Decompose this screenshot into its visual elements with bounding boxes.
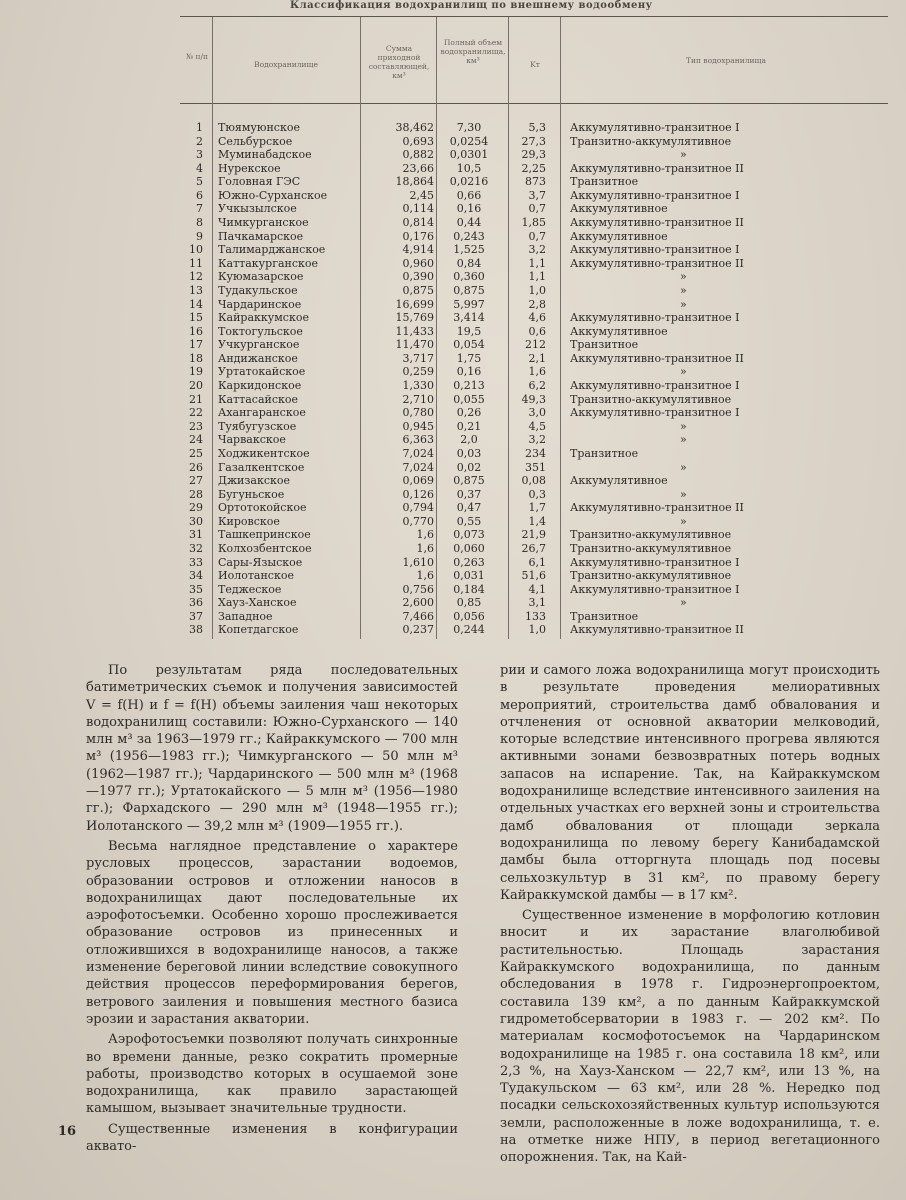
table-cell-no: 21 (189, 392, 203, 406)
text-column-left (86, 662, 458, 1155)
table-cell-no: 29 (189, 501, 203, 515)
table-cell-t: Аккумулятивное (570, 474, 668, 488)
table-cell-no: 13 (189, 283, 203, 297)
table-cell-t: Аккумулятивно-транзитное II (570, 161, 744, 175)
table-row (180, 136, 888, 148)
table-cell-t: Аккумулятивно-транзитное I (570, 406, 740, 420)
table-cell-k: 1,4 (528, 514, 546, 528)
table-cell-k: 49,3 (521, 392, 546, 406)
table-cell-v: 5,997 (453, 297, 485, 311)
table-cell-k: 1,7 (528, 501, 546, 515)
table-cell-v: 0,875 (453, 283, 485, 297)
table-cell-no: 7 (196, 202, 203, 216)
table-cell-no: 35 (189, 582, 203, 596)
table-cell-k: 3,1 (528, 596, 546, 610)
table-cell-k: 3,2 (528, 243, 546, 257)
table-cell-v: 0,44 (456, 216, 482, 230)
table-cell-t: Аккумулятивно-транзитное I (570, 379, 740, 393)
table-cell-s: 15,769 (395, 311, 434, 325)
table-cell-k: 873 (525, 175, 546, 189)
table-cell-name: Нурекское (218, 161, 281, 175)
table-cell-v: 0,060 (453, 541, 485, 555)
table-cell-k: 1,1 (528, 256, 546, 270)
table-cell-t: Аккумулятивно-транзитное II (570, 216, 744, 230)
table-cell-t: Аккумулятивно-транзитное II (570, 501, 744, 515)
table-cell-s: 11,433 (395, 324, 434, 338)
table-cell-s: 0,259 (402, 365, 434, 379)
table-cell-no: 6 (196, 188, 203, 202)
table-cell-name: Сельбурское (218, 134, 293, 148)
table-cell-t: Транзитно-аккумулятивное (570, 528, 732, 542)
table-cell-name: Кировское (218, 514, 280, 528)
table-cell-k: 6,2 (528, 379, 546, 393)
table-cell-no: 23 (189, 419, 203, 433)
paragraph: Весьма наглядное представление о характере русловых процессов, зарастании водоемов, образовании островов и отложении наносов в водохранилищах дают последовательные их аэрофотосъемки. Особенно хорошо прослеживается образование островов из принесенных и отложившихся в водохранилище наносов, а также изменение береговой линии вследствие совокупного действия процессов переформирования берегов, ветрового заиления и повышения местного базиса эрозии и зарастания акватории. (86, 838, 458, 1027)
table-cell-k: 1,1 (528, 270, 546, 284)
table-cell-v: 1,75 (456, 351, 482, 365)
table-cell-name: Токтогульское (218, 324, 303, 338)
table-cell-no: 9 (196, 229, 203, 243)
table-cell-no: 11 (189, 256, 203, 270)
table-cell-no: 18 (189, 351, 203, 365)
table-cell-v: 19,5 (456, 324, 482, 338)
table-cell-s: 0,126 (402, 487, 434, 501)
header-volume: Полный объем водохранилища, км³ (440, 38, 506, 65)
table-cell-t: » (680, 433, 687, 447)
table-cell-no: 2 (196, 134, 203, 148)
table-cell-v: 0,85 (456, 596, 482, 610)
table-row (180, 462, 888, 474)
table-cell-v: 0,244 (453, 623, 485, 637)
table-row (180, 190, 888, 202)
table-row (180, 244, 888, 256)
table-cell-name: Ортотокойское (218, 501, 307, 515)
table-cell-v: 0,073 (453, 528, 485, 542)
table-cell-name: Головная ГЭС (218, 175, 301, 189)
table-cell-no: 1 (196, 121, 203, 134)
table-cell-t: » (680, 514, 687, 528)
table-cell-t: » (680, 419, 687, 433)
table-cell-no: 36 (189, 596, 203, 610)
table-cell-name: Талимарджанское (218, 243, 326, 257)
table-cell-k: 2,1 (528, 351, 546, 365)
table-cell-name: Бугуньское (218, 487, 285, 501)
table-cell-v: 0,16 (456, 202, 482, 216)
table-row (180, 231, 888, 243)
text-column-right (500, 662, 880, 1167)
table-cell-s: 0,390 (402, 270, 434, 284)
table-cell-v: 0,055 (453, 392, 485, 406)
table-cell-k: 0,7 (528, 229, 546, 243)
table-cell-no: 33 (189, 555, 203, 569)
table-cell-v: 0,0301 (449, 148, 489, 162)
table-row (180, 448, 888, 460)
table-cell-k: 133 (525, 609, 546, 623)
table-cell-no: 22 (189, 406, 203, 420)
table-cell-t: Транзитное (570, 446, 639, 460)
table-cell-k: 3,0 (528, 406, 546, 420)
table-cell-t: » (680, 487, 687, 501)
table-cell-t: Транзитно-аккумулятивное (570, 134, 732, 148)
table-cell-name: Западное (218, 609, 273, 623)
table-row (180, 339, 888, 351)
table-cell-v: 0,16 (456, 365, 482, 379)
table-cell-k: 1,0 (528, 283, 546, 297)
table-cell-s: 1,6 (416, 541, 434, 555)
table-cell-no: 14 (189, 297, 203, 311)
table-cell-k: 6,1 (528, 555, 546, 569)
table-cell-no: 30 (189, 514, 203, 528)
table-row (180, 217, 888, 229)
table-cell-no: 3 (196, 148, 203, 162)
table-cell-no: 31 (189, 528, 203, 542)
table-row (180, 557, 888, 569)
table-title: Классификация водохранилищ по внешнему водообмену (290, 0, 653, 11)
table-cell-v: 0,03 (456, 446, 482, 460)
table-header-rule (180, 103, 888, 104)
table-cell-t: Транзитно-аккумулятивное (570, 392, 732, 406)
table-row (180, 475, 888, 487)
table-cell-k: 1,85 (521, 216, 546, 230)
header-inflow: Сумма приходной составляющей, км³ (368, 44, 430, 80)
table-cell-name: Кайраккумское (218, 311, 309, 325)
table-cell-no: 34 (189, 569, 203, 583)
table-cell-t: » (680, 460, 687, 474)
table-cell-s: 7,024 (402, 446, 434, 460)
table-cell-s: 7,024 (402, 460, 434, 474)
table-cell-k: 0,7 (528, 202, 546, 216)
table-cell-v: 0,21 (456, 419, 482, 433)
header-k: Kт (530, 60, 540, 69)
table-row (180, 163, 888, 175)
paragraph: рии и самого ложа водохранилища могут происходить в результате проведения мелиоративных мероприятий, строительства дамб обвалования и отчленения от основной акватории мелководий, которые вследствие интенсивного прогрева являются активными зонами безвозвратных потерь водных запасов на испарение. Так, на Кайраккумском водохранилище вследствие интенсивного заиления на отдельных участках его верхней зоны и строительства дамб обвалования от площади зеркала водохранилища по левому берегу Канибадамской дамбы была отторгнута площадь под посевы сельхозкультур в 31 км², по правому берегу Кайраккумской дамбы — в 17 км². (500, 663, 880, 903)
table-cell-name: Ахангаранское (218, 406, 306, 420)
table-cell-t: Транзитно-аккумулятивное (570, 569, 732, 583)
table-row (180, 285, 888, 297)
table-cell-k: 4,6 (528, 311, 546, 325)
table-cell-s: 7,466 (402, 609, 434, 623)
table-cell-s: 6,363 (402, 433, 434, 447)
table-cell-name: Сары-Языское (218, 555, 303, 569)
table-cell-k: 212 (525, 338, 546, 352)
table-cell-name: Каттакурганское (218, 256, 319, 270)
table-cell-k: 0,08 (521, 474, 546, 488)
table-cell-s: 16,699 (395, 297, 434, 311)
table-cell-t: Аккумулятивно-транзитное I (570, 311, 740, 325)
table-cell-k: 351 (525, 460, 546, 474)
table-cell-t: Транзитное (570, 338, 639, 352)
table-cell-name: Учкурганское (218, 338, 300, 352)
table-row (180, 597, 888, 609)
table-cell-no: 32 (189, 541, 203, 555)
table-cell-t: Аккумулятивное (570, 202, 668, 216)
table-cell-name: Джизакское (218, 474, 290, 488)
table-cell-t: Аккумулятивно-транзитное II (570, 623, 744, 637)
table-cell-t: » (680, 596, 687, 610)
header-no: № п/п (185, 52, 208, 61)
table-cell-no: 26 (189, 460, 203, 474)
header-type: Тип водохранилища (686, 56, 766, 65)
table-cell-no: 28 (189, 487, 203, 501)
table-cell-s: 0,237 (402, 623, 434, 637)
table-cell-name: Иолотанское (218, 569, 294, 583)
table-cell-v: 0,360 (453, 270, 485, 284)
table-cell-k: 2,25 (521, 161, 546, 175)
table-cell-v: 0,84 (456, 256, 482, 270)
table-cell-v: 0,184 (453, 582, 485, 596)
table-cell-k: 29,3 (521, 148, 546, 162)
table-cell-v: 0,031 (453, 569, 485, 583)
table-cell-t: Аккумулятивное (570, 324, 668, 338)
paragraph: По результатам ряда последовательных батиметрических съемок и получения зависимостей V = f(H) и f = f(H) объемы заиления чаш некоторых водохранилищ составили: Южно-Сурханского — 140 млн м³ за 1963—1979 гг.; Кайраккумского — 700 млн м³ (1956—1983 гг.); Чимкурганского — 50 млн м³ (1962—1987 гг.); Чардаринского — 500 млн м³ (1968—1977 гг.); Уртатокайского — 5 млн м³ (1956—1980 гг.); Фархадского — 290 млн м³ (1948—1955 гг.); Иолотанского — 39,2 млн м³ (1909—1955 гг.). (86, 663, 458, 834)
table-cell-name: Хауз-Ханское (218, 596, 297, 610)
table-cell-k: 0,3 (528, 487, 546, 501)
paragraph: Существенные изменения в конфигурации аквато- (86, 1121, 458, 1155)
table-cell-k: 1,0 (528, 623, 546, 637)
table-cell-t: » (680, 148, 687, 162)
table-cell-v: 3,414 (453, 311, 485, 325)
table-row (180, 624, 888, 636)
table-row (180, 489, 888, 501)
table-row (180, 380, 888, 392)
table-cell-no: 15 (189, 311, 203, 325)
table-cell-t: Аккумулятивно-транзитное II (570, 256, 744, 270)
table-row (180, 258, 888, 270)
table-cell-s: 0,875 (402, 283, 434, 297)
table-cell-t: Транзитное (570, 175, 639, 189)
table-cell-k: 3,2 (528, 433, 546, 447)
table-cell-v: 1,525 (453, 243, 485, 257)
table-row (180, 366, 888, 378)
table-cell-t: » (680, 365, 687, 379)
table-cell-s: 0,693 (402, 134, 434, 148)
table-cell-v: 0,056 (453, 609, 485, 623)
table-cell-s: 1,6 (416, 569, 434, 583)
table-cell-k: 5,3 (528, 121, 546, 134)
table-cell-s: 0,756 (402, 582, 434, 596)
table-cell-name: Ходжикентское (218, 446, 310, 460)
table-cell-s: 0,794 (402, 501, 434, 515)
table-cell-s: 23,66 (402, 161, 434, 175)
table-cell-v: 0,26 (456, 406, 482, 420)
table-cell-v: 0,66 (456, 188, 482, 202)
table-cell-no: 8 (196, 216, 203, 230)
table-cell-no: 20 (189, 379, 203, 393)
table-cell-t: Аккумулятивно-транзитное II (570, 351, 744, 365)
table-cell-t: Аккумулятивно-транзитное I (570, 188, 740, 202)
table-cell-k: 2,8 (528, 297, 546, 311)
table-cell-t: Аккумулятивно-транзитное I (570, 243, 740, 257)
header-name: Водохранилище (254, 60, 318, 69)
table-cell-no: 38 (189, 623, 203, 637)
table-cell-s: 0,069 (402, 474, 434, 488)
table-cell-v: 0,0254 (449, 134, 489, 148)
table-cell-s: 0,770 (402, 514, 434, 528)
table-cell-s: 38,462 (395, 121, 434, 134)
table-row (180, 149, 888, 161)
table-cell-v: 2,0 (460, 433, 478, 447)
table-row (180, 407, 888, 419)
table-row (180, 543, 888, 555)
table-cell-no: 37 (189, 609, 203, 623)
table-cell-s: 0,114 (402, 202, 434, 216)
table-row (180, 122, 888, 134)
table-cell-k: 234 (525, 446, 546, 460)
table-cell-no: 10 (189, 243, 203, 257)
table-cell-s: 0,176 (402, 229, 434, 243)
table-row (180, 570, 888, 582)
table-cell-name: Каттасайское (218, 392, 299, 406)
table-row (180, 584, 888, 596)
table-cell-s: 0,882 (402, 148, 434, 162)
table-cell-no: 5 (196, 175, 203, 189)
table-cell-v: 0,47 (456, 501, 482, 515)
table-cell-v: 0,263 (453, 555, 485, 569)
table-cell-name: Туябугузское (218, 419, 297, 433)
table-cell-k: 26,7 (521, 541, 546, 555)
table-cell-t: Аккумулятивно-транзитное I (570, 555, 740, 569)
table-cell-s: 0,780 (402, 406, 434, 420)
table-cell-s: 2,600 (402, 596, 434, 610)
table-row (180, 516, 888, 528)
table-cell-name: Муминабадское (218, 148, 312, 162)
table-cell-t: Транзитно-аккумулятивное (570, 541, 732, 555)
table-cell-v: 0,054 (453, 338, 485, 352)
table-cell-k: 0,6 (528, 324, 546, 338)
table-cell-s: 0,945 (402, 419, 434, 433)
table-row (180, 353, 888, 365)
table-cell-v: 0,243 (453, 229, 485, 243)
table-cell-no: 12 (189, 270, 203, 284)
paragraph: Аэрофотосъемки позволяют получать синхронные во времени данные, резко сократить промерные работы, производство которых в осушаемой зоне водохранилища, как правило зарастающей камышом, вызывает значительные трудности. (86, 1032, 458, 1117)
table-cell-v: 7,30 (456, 121, 482, 134)
table-cell-k: 1,6 (528, 365, 546, 379)
table-cell-v: 0,02 (456, 460, 482, 474)
table-cell-v: 0,37 (456, 487, 482, 501)
table-cell-s: 1,610 (402, 555, 434, 569)
table-cell-s: 18,864 (395, 175, 434, 189)
table-cell-s: 3,717 (402, 351, 434, 365)
table-row (180, 299, 888, 311)
table-cell-name: Ташкепринское (218, 528, 311, 542)
table-row (180, 203, 888, 215)
table-cell-name: Копетдагское (218, 623, 299, 637)
table-row (180, 312, 888, 324)
table-top-rule (180, 16, 888, 17)
table-cell-t: Аккумулятивно-транзитное I (570, 121, 740, 134)
table-cell-name: Куюмазарское (218, 270, 304, 284)
table-cell-k: 4,5 (528, 419, 546, 433)
table-row (180, 176, 888, 188)
table-cell-no: 19 (189, 365, 203, 379)
table-row (180, 611, 888, 623)
table-cell-no: 16 (189, 324, 203, 338)
table-row (180, 421, 888, 433)
table-cell-v: 0,213 (453, 379, 485, 393)
table-cell-s: 2,45 (409, 188, 434, 202)
table-row (180, 434, 888, 446)
table-cell-no: 27 (189, 474, 203, 488)
table-cell-k: 51,6 (521, 569, 546, 583)
table-cell-no: 25 (189, 446, 203, 460)
table-row (180, 502, 888, 514)
table-cell-name: Колхозбентское (218, 541, 312, 555)
table-row (180, 529, 888, 541)
table-row (180, 394, 888, 406)
table-cell-name: Чардаринское (218, 297, 302, 311)
table-cell-name: Чимкурганское (218, 216, 309, 230)
table-cell-name: Теджеское (218, 582, 282, 596)
table-cell-v: 0,875 (453, 474, 485, 488)
table-cell-s: 0,960 (402, 256, 434, 270)
table-cell-t: Аккумулятивно-транзитное I (570, 582, 740, 596)
table-cell-no: 17 (189, 338, 203, 352)
table-cell-name: Чарвакское (218, 433, 286, 447)
table-cell-name: Южно-Сурханское (218, 188, 328, 202)
table-cell-t: » (680, 283, 687, 297)
table-cell-name: Пачкамарское (218, 229, 304, 243)
table-cell-name: Каркидонское (218, 379, 302, 393)
table-cell-v: 0,55 (456, 514, 482, 528)
table-cell-name: Газалкентское (218, 460, 305, 474)
table-cell-k: 4,1 (528, 582, 546, 596)
table-cell-v: 0,0216 (449, 175, 489, 189)
table-cell-no: 4 (196, 161, 203, 175)
table-cell-k: 27,3 (521, 134, 546, 148)
table-cell-t: » (680, 297, 687, 311)
table-cell-s: 0,814 (402, 216, 434, 230)
table-cell-name: Андижанское (218, 351, 298, 365)
table-cell-s: 1,330 (402, 379, 434, 393)
table-cell-k: 3,7 (528, 188, 546, 202)
table-cell-name: Тудакульское (218, 283, 298, 297)
paragraph: Существенное изменение в морфологию котловин вносит и их зарастание влаголюбивой растительностью. Площадь зарастания Кайраккумского водохранилища, по данным обследования в 1978 г. Гидроэнергопроектом, составила 139 км², а по данным Кайраккумской гидрометобсерватории в 1983 г. — 202 км². По материалам космофотосъемок на Чардаринском водохранилище на 1985 г. она составила 18 км², или 2,3 %, на Хауз-Ханском — 22,7 км², или 13 %, на Тудакульском — 63 км², или 28 %. Нередко под посадки сельскохозяйственных культур используются земли, расположенные в ложе водохранилища, т. е. на отметке ниже НПУ, в период вегетационного опорожнения. Так, на Кай- (500, 908, 880, 1166)
table-cell-s: 2,710 (402, 392, 434, 406)
table-cell-t: » (680, 270, 687, 284)
table-cell-name: Тюямуюнское (218, 121, 300, 134)
table-cell-s: 1,6 (416, 528, 434, 542)
page-number: 16 (58, 1124, 77, 1139)
table-row (180, 271, 888, 283)
table-cell-t: Аккумулятивное (570, 229, 668, 243)
table-cell-name: Уртатокайское (218, 365, 306, 379)
table-cell-t: Транзитное (570, 609, 639, 623)
table-row (180, 326, 888, 338)
table-cell-k: 21,9 (521, 528, 546, 542)
table-cell-name: Учкызылское (218, 202, 297, 216)
table-cell-no: 24 (189, 433, 203, 447)
table-cell-s: 4,914 (402, 243, 434, 257)
table-cell-s: 11,470 (395, 338, 434, 352)
table-cell-v: 10,5 (456, 161, 482, 175)
